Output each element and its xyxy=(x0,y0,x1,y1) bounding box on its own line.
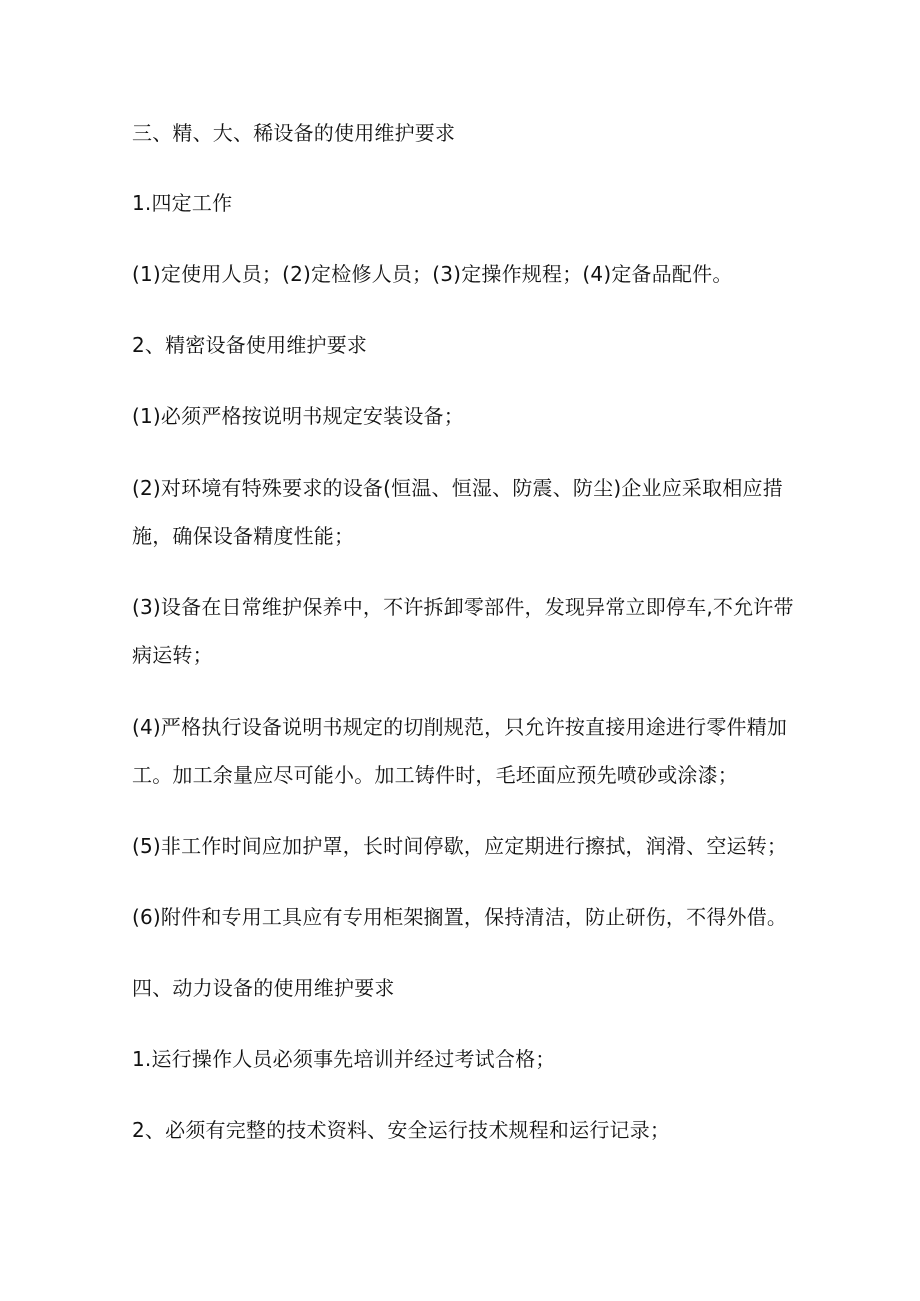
subheading-four-fixes: 1.四定工作 xyxy=(132,191,233,215)
paragraph-line: 病运转； xyxy=(132,643,213,667)
paragraph-line: (6)附件和专用工具应有专用柜架搁置，保持清洁，防止研伤，不得外借。 xyxy=(132,905,788,929)
paragraph-line: (2)对环境有特殊要求的设备(恒温、恒湿、防震、防尘)企业应采取相应措 xyxy=(132,476,783,500)
subheading-precision-equipment: 2、精密设备使用维护要求 xyxy=(132,333,368,357)
paragraph-line: (1)必须严格按说明书规定安装设备； xyxy=(132,404,464,428)
paragraph-line: 施，确保设备精度性能； xyxy=(132,524,355,548)
paragraph-line: 工。加工余量应尽可能小。加工铸件时，毛坯面应预先喷砂或涂漆； xyxy=(132,763,738,787)
paragraph-line: 2、必须有完整的技术资料、安全运行技术规程和运行记录； xyxy=(132,1118,671,1142)
paragraph-line: 1.运行操作人员必须事先培训并经过考试合格； xyxy=(132,1047,556,1071)
section-heading-3: 三、精、大、稀设备的使用维护要求 xyxy=(132,121,456,145)
paragraph-line: (1)定使用人员；(2)定检修人员；(3)定操作规程；(4)定备品配件。 xyxy=(132,262,733,286)
paragraph-line: (3)设备在日常维护保养中，不许拆卸零部件，发现异常立即停车,不允许带 xyxy=(132,595,794,619)
paragraph-line: (5)非工作时间应加护罩，长时间停歇，应定期进行擦拭，润滑、空运转； xyxy=(132,834,788,858)
section-heading-4: 四、动力设备的使用维护要求 xyxy=(132,976,395,1000)
paragraph-line: (4)严格执行设备说明书规定的切削规范，只允许按直接用途进行零件精加 xyxy=(132,715,788,739)
